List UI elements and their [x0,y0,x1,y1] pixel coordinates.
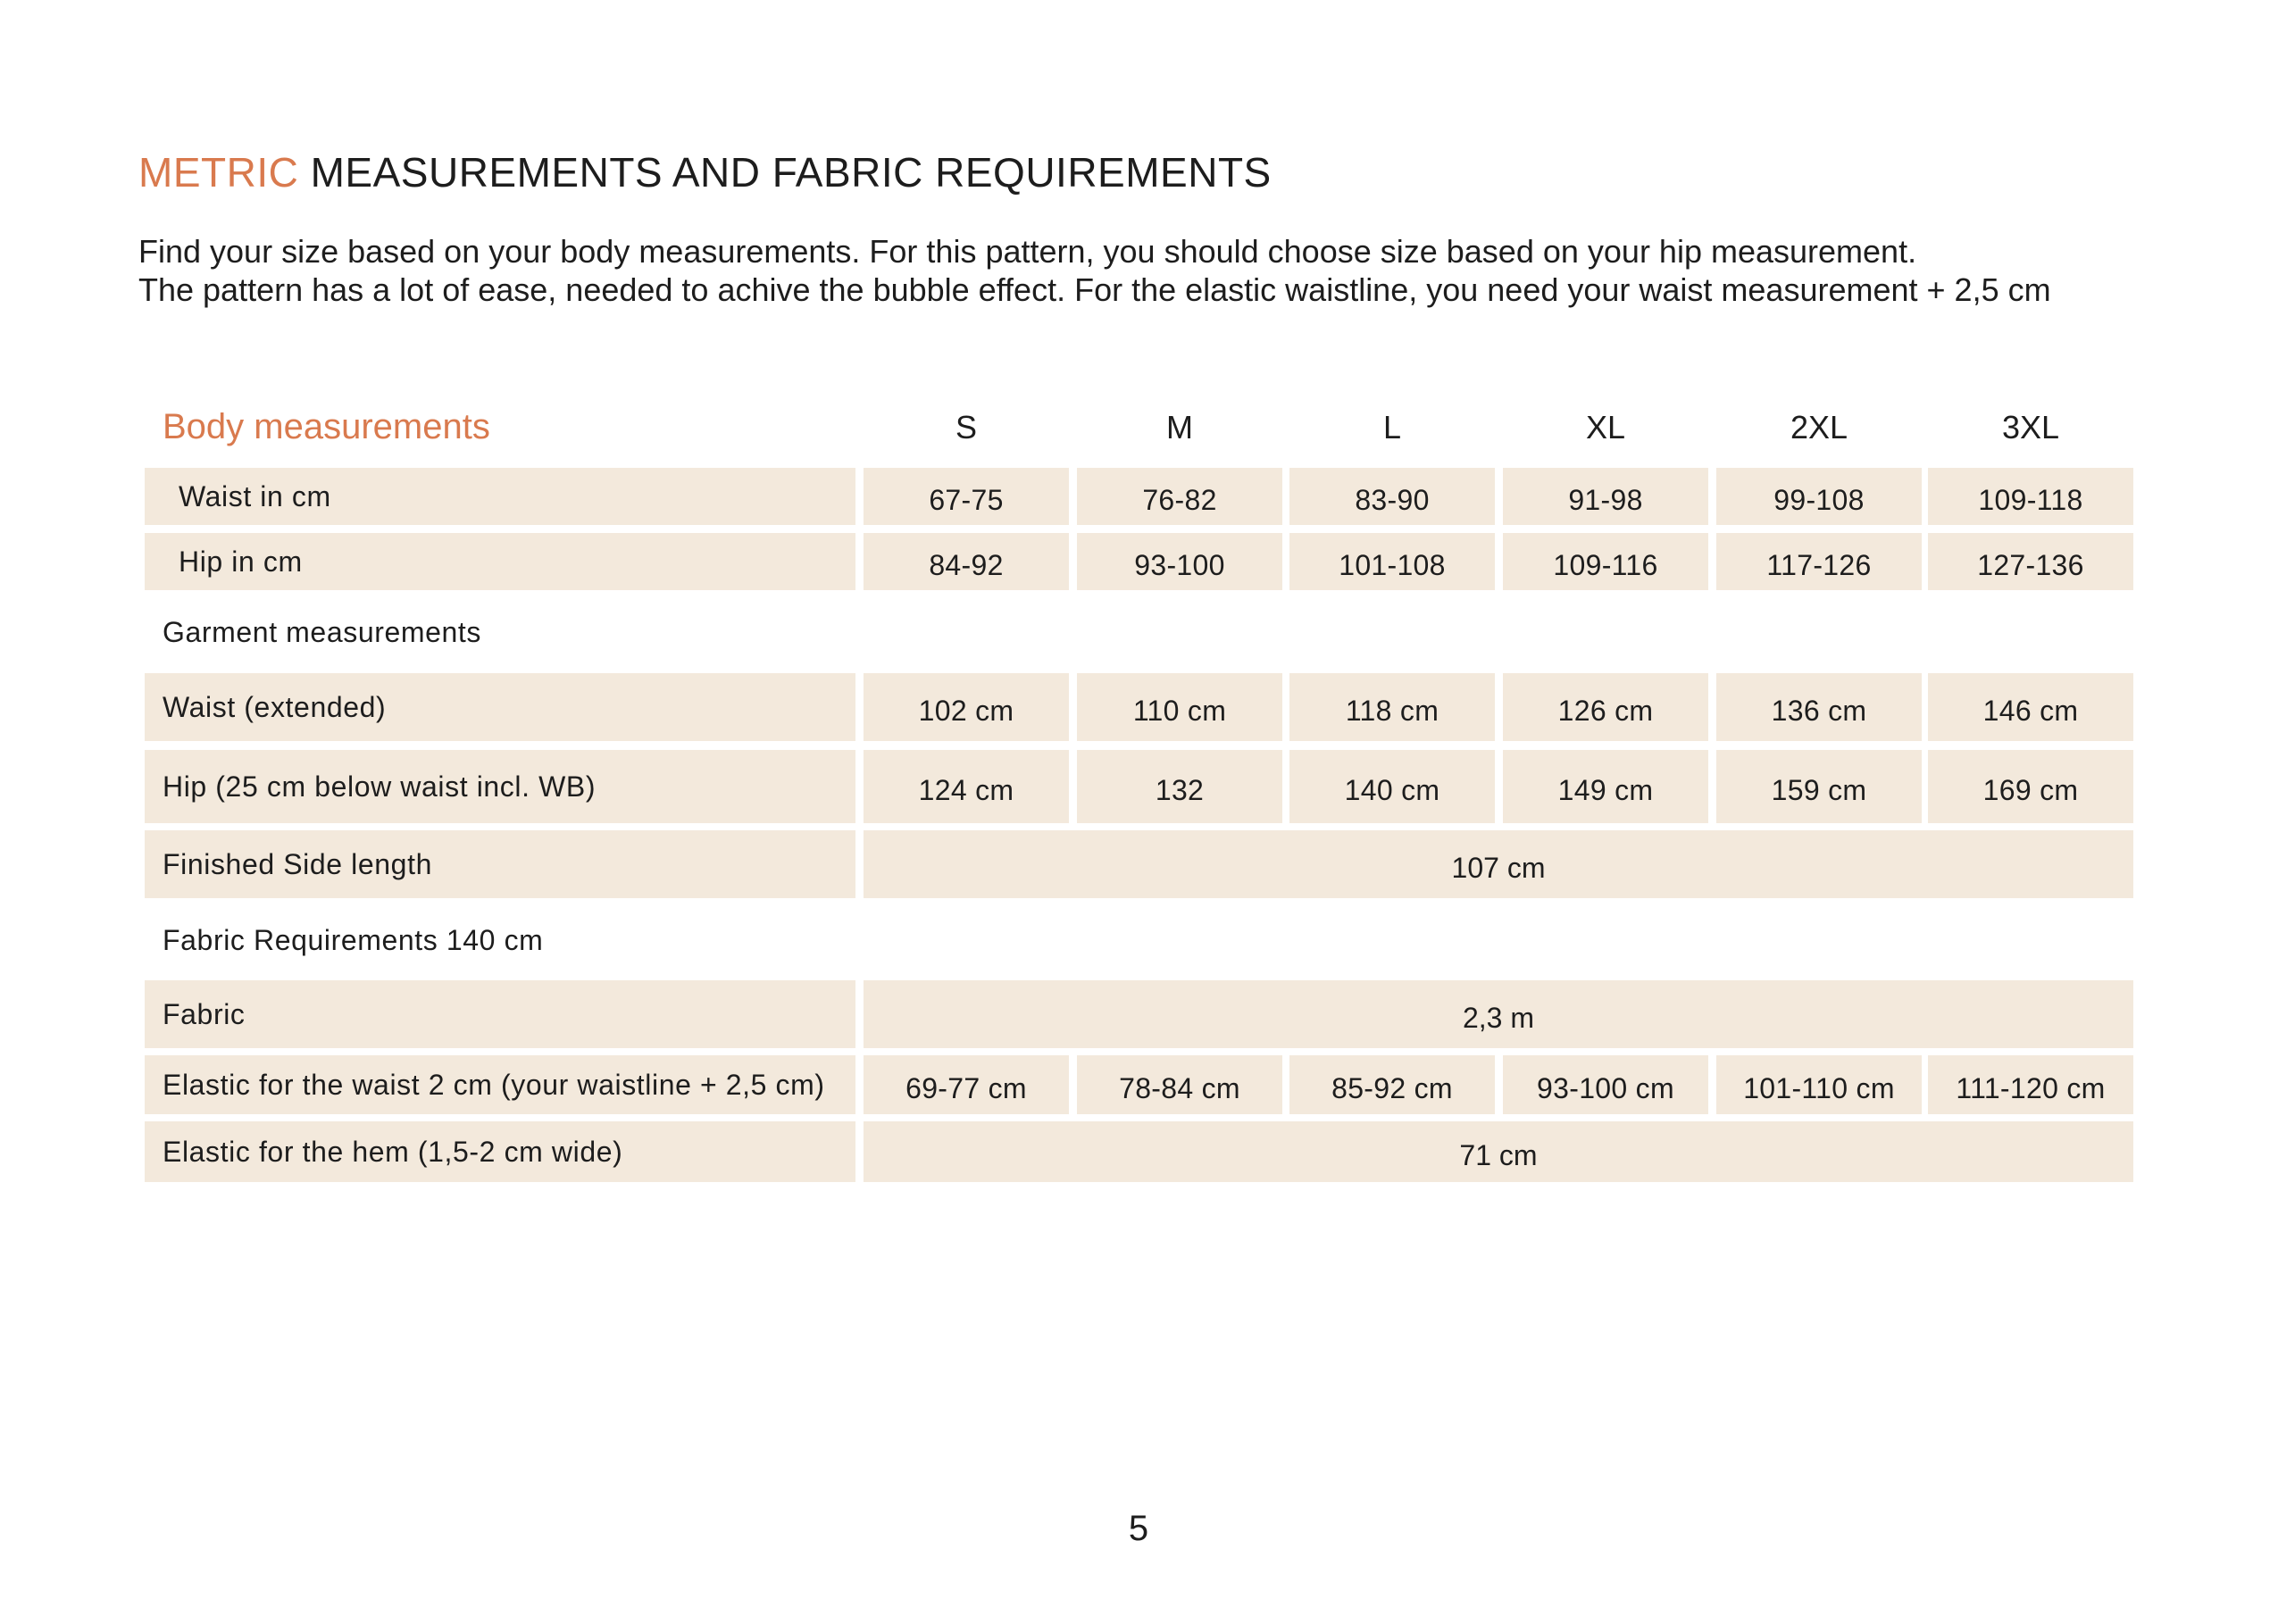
row-label-side-length: Finished Side length [145,830,855,898]
cell-waist-extended-l: 118 cm [1289,673,1495,741]
garment-measurements-heading: Garment measurements [163,616,482,648]
intro-text [138,232,2051,309]
cell-waist-xl: 91-98 [1503,468,1708,525]
cell-waist-m: 76-82 [1077,468,1282,525]
cell-elastic-waist-3xl: 111-120 cm [1928,1055,2133,1114]
cell-waist-extended-xl: 126 cm [1503,673,1708,741]
row-label-elastic-waist: Elastic for the waist 2 cm (your waistline + 2,5 cm) [145,1055,855,1114]
cell-hip-below-l: 140 cm [1289,750,1495,823]
cell-hip-below-xl: 149 cm [1503,750,1708,823]
cell-waist-extended-3xl: 146 cm [1928,673,2133,741]
cell-elastic-waist-s: 69-77 cm [864,1055,1069,1114]
cell-fabric: 2,3 m [864,980,2133,1048]
intro-line-1: Find your size based on your body measurements. For this pattern, you should choose size based on your hip measurement. [138,233,1917,270]
title-rest: MEASUREMENTS AND FABRIC REQUIREMENTS [298,149,1272,196]
cell-waist-3xl: 109-118 [1928,468,2133,525]
page-number: 5 [1128,1509,1149,1548]
body-measurements-heading: Body measurements [163,407,490,446]
row-label-elastic-hem: Elastic for the hem (1,5-2 cm wide) [145,1121,855,1182]
cell-waist-extended-m: 110 cm [1077,673,1282,741]
cell-elastic-waist-l: 85-92 cm [1289,1055,1495,1114]
cell-elastic-hem: 71 cm [864,1121,2133,1182]
size-header-m: M [1166,409,1193,446]
cell-waist-s: 67-75 [864,468,1069,525]
size-header-xl: XL [1585,409,1626,446]
cell-hip-below-m: 132 [1077,750,1282,823]
cell-hip-3xl: 127-136 [1928,533,2133,590]
cell-hip-below-s: 124 cm [864,750,1069,823]
cell-hip-2xl: 117-126 [1716,533,1922,590]
intro-line-2: The pattern has a lot of ease, needed to achive the bubble effect. For the elastic waistline, you need your waist measurement + 2,5 cm [138,271,2051,308]
size-header-l: L [1382,409,1402,446]
cell-hip-xl: 109-116 [1503,533,1708,590]
cell-hip-below-3xl: 169 cm [1928,750,2133,823]
page-title [138,148,1272,196]
cell-hip-s: 84-92 [864,533,1069,590]
cell-waist-extended-s: 102 cm [864,673,1069,741]
cell-waist-extended-2xl: 136 cm [1716,673,1922,741]
cell-elastic-waist-m: 78-84 cm [1077,1055,1282,1114]
row-label-waist: Waist in cm [145,468,855,525]
size-header-2xl: 2XL [1790,409,1848,446]
cell-waist-l: 83-90 [1289,468,1495,525]
cell-elastic-waist-2xl: 101-110 cm [1716,1055,1922,1114]
cell-hip-l: 101-108 [1289,533,1495,590]
cell-hip-below-2xl: 159 cm [1716,750,1922,823]
size-header-s: S [955,409,977,446]
fabric-requirements-heading: Fabric Requirements 140 cm [163,924,544,956]
row-label-waist-extended: Waist (extended) [145,673,855,741]
row-label-fabric: Fabric [145,980,855,1048]
cell-hip-m: 93-100 [1077,533,1282,590]
size-header-3xl: 3XL [2001,409,2060,446]
title-accent: METRIC [138,149,299,196]
cell-elastic-waist-xl: 93-100 cm [1503,1055,1708,1114]
cell-waist-2xl: 99-108 [1716,468,1922,525]
row-label-hip-below-waist: Hip (25 cm below waist incl. WB) [145,750,855,823]
cell-side-length: 107 cm [864,830,2133,898]
row-label-hip: Hip in cm [145,533,855,590]
